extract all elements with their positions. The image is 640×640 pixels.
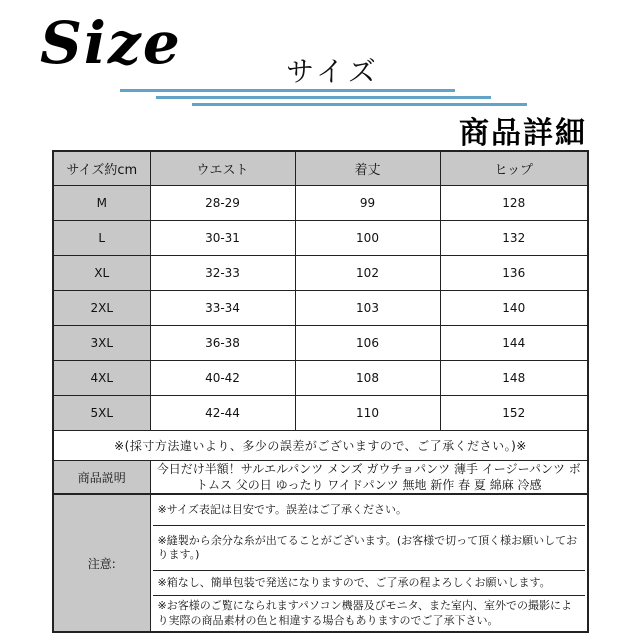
product-description-label: 商品説明 (53, 461, 150, 495)
size-label: L (53, 221, 150, 256)
measurement-note-text: ※(採寸方法違いより、多少の誤差がございますので、ご了承ください。)※ (53, 431, 588, 461)
measurement-note-row (53, 431, 588, 461)
table-row-xl (53, 256, 588, 291)
accent-line-1 (120, 89, 455, 92)
waist-value: 28-29 (150, 186, 295, 221)
caution-item-1: ※サイズ表記は目安です。誤差はご了承ください。 (153, 495, 586, 526)
size-label: 3XL (53, 326, 150, 361)
waist-value: 32-33 (150, 256, 295, 291)
length-value: 106 (295, 326, 440, 361)
length-value: 99 (295, 186, 440, 221)
table-row-5xl (53, 396, 588, 431)
table-row-3xl (53, 326, 588, 361)
hip-value: 140 (440, 291, 588, 326)
table-row-l (53, 221, 588, 256)
hip-value: 148 (440, 361, 588, 396)
length-value: 103 (295, 291, 440, 326)
waist-value: 42-44 (150, 396, 295, 431)
column-header-size: サイズ約cm (53, 151, 150, 186)
column-header-waist: ウエスト (150, 151, 295, 186)
caution-row (53, 494, 588, 632)
size-spec-table (52, 150, 589, 633)
column-header-hip: ヒップ (440, 151, 588, 186)
caution-item-3: ※箱なし、簡単包装で発送になりますので、ご了承の程よろしくお願いします。 (153, 571, 586, 596)
size-logo: Size (40, 9, 182, 77)
waist-value: 30-31 (150, 221, 295, 256)
table-row-2xl (53, 291, 588, 326)
table-row-m (53, 186, 588, 221)
caution-item-2: ※縫製から余分な糸が出てることがございます。(お客様で切って頂く様お願いしております。) (153, 526, 586, 571)
size-label: 2XL (53, 291, 150, 326)
table-row-4xl (53, 361, 588, 396)
hip-value: 128 (440, 186, 588, 221)
size-title-japanese: サイズ (286, 55, 380, 88)
accent-line-2 (156, 96, 491, 99)
size-label: 4XL (53, 361, 150, 396)
size-label: M (53, 186, 150, 221)
waist-value: 36-38 (150, 326, 295, 361)
hip-value: 136 (440, 256, 588, 291)
hip-value: 144 (440, 326, 588, 361)
waist-value: 40-42 (150, 361, 295, 396)
hip-value: 152 (440, 396, 588, 431)
caution-items-cell (150, 494, 588, 632)
length-value: 110 (295, 396, 440, 431)
product-description-row (53, 461, 588, 495)
caution-item-4: ※お客様のご覧になられますパソコン機器及びモニタ、また室内、室外での撮影により実際の商品素材の色と相違する場合もありますのでご了承下さい。 (157, 599, 572, 627)
table-header-row (53, 151, 588, 186)
waist-value: 33-34 (150, 291, 295, 326)
column-header-length: 着丈 (295, 151, 440, 186)
size-spec-table-wrap (52, 150, 589, 633)
size-label: XL (53, 256, 150, 291)
caution-label: 注意: (53, 494, 150, 632)
length-value: 100 (295, 221, 440, 256)
hip-value: 132 (440, 221, 588, 256)
accent-line-3 (192, 103, 527, 106)
section-title-product-details: 商品詳細 (459, 116, 587, 151)
product-description-text: 今日だけ半額！サルエルパンツ メンズ ガウチョパンツ 薄手 イージーパンツ ボトムス 父の日 ゆったり ワイドパンツ 無地 新作 春 夏 綿麻 冷感 (150, 461, 588, 495)
size-label: 5XL (53, 396, 150, 431)
length-value: 102 (295, 256, 440, 291)
length-value: 108 (295, 361, 440, 396)
